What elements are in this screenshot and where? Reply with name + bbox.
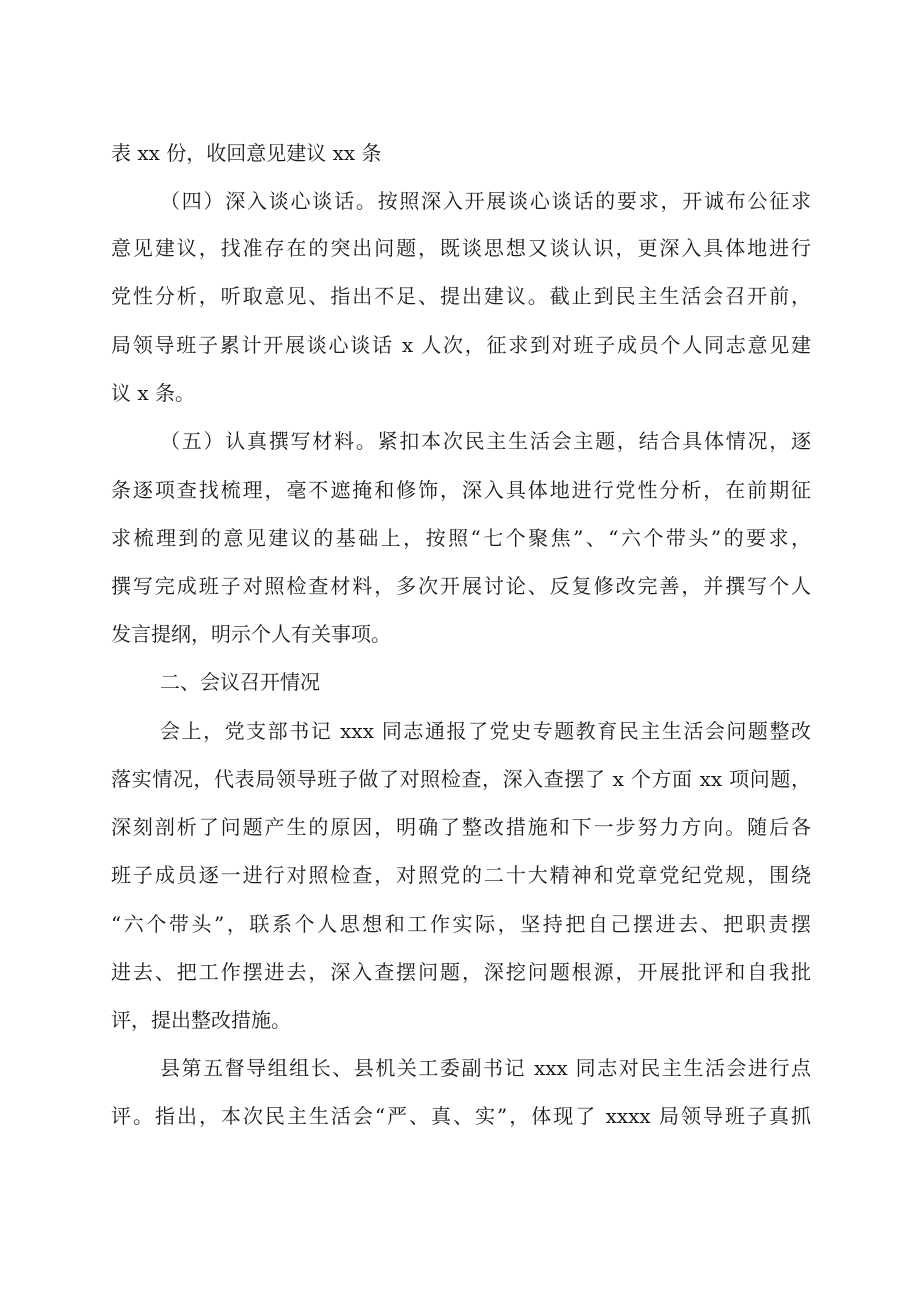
text-line: 局领导班子累计开展谈心谈话 x 人次，征求到对班子成员个人同志意见建 (111, 333, 811, 357)
text-line: 求梳理到的意见建议的基础上，按照“七个聚焦”、“六个带头”的要求， (111, 526, 811, 550)
text-line: 评。指出，本次民主生活会“严、真、实”，体现了 xxxx 局领导班子真抓 (111, 1104, 811, 1128)
text-line: 评，提出整改措施。 (111, 1008, 291, 1032)
text-line: 发言提纲，明示个人有关事项。 (111, 622, 391, 646)
text-line: 班子成员逐一进行对照检查，对照党的二十大精神和党章党纪党规，围绕 (111, 863, 811, 887)
text-line: 表 xx 份，收回意见建议 xx 条 (111, 141, 382, 165)
text-line: 议 x 条。 (111, 381, 195, 405)
text-line: 会上，党支部书记 xxx 同志通报了党史专题教育民主生活会问题整改 (160, 719, 811, 743)
text-line: 县第五督导组组长、县机关工委副书记 xxx 同志对民主生活会进行点 (160, 1056, 811, 1080)
text-line: 条逐项查找梳理，毫不遮掩和修饰，深入具体地进行党性分析，在前期征 (111, 478, 811, 502)
section-heading: 二、会议召开情况 (160, 670, 320, 694)
text-line: （四）深入谈心谈话。按照深入开展谈心谈话的要求，开诚布公征求 (160, 189, 811, 213)
text-line: “六个带头”，联系个人思想和工作实际，坚持把自己摆进去、把职责摆 (111, 912, 811, 936)
text-line: 落实情况，代表局领导班子做了对照检查，深入查摆了 x 个方面 xx 项问题， (111, 767, 811, 791)
text-line: 撰写完成班子对照检查材料，多次开展讨论、反复修改完善，并撰写个人 (111, 574, 811, 598)
text-line: 进去、把工作摆进去，深入查摆问题，深挖问题根源，开展批评和自我批 (111, 960, 811, 984)
text-line: 深刻剖析了问题产生的原因，明确了整改措施和下一步努力方向。随后各 (111, 815, 811, 839)
text-line: 党性分析，听取意见、指出不足、提出建议。截止到民主生活会召开前， (111, 284, 811, 308)
text-line: （五）认真撰写材料。紧扣本次民主生活会主题，结合具体情况，逐 (160, 429, 811, 453)
text-line: 意见建议，找准存在的突出问题，既谈思想又谈认识，更深入具体地进行 (111, 236, 811, 260)
